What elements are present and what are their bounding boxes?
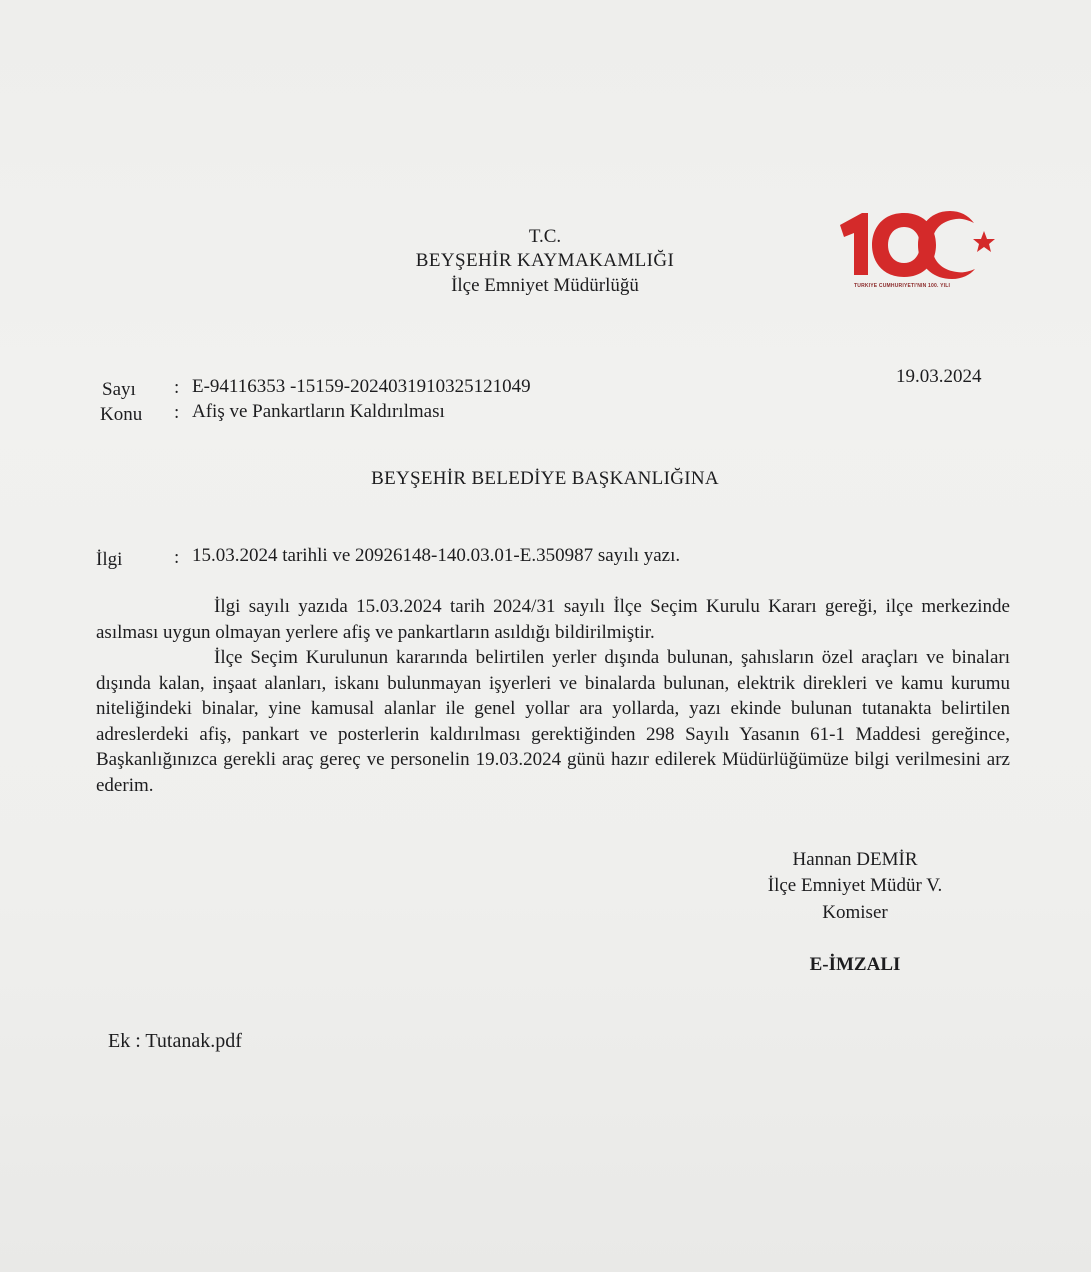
- header-authority: BEYŞEHİR KAYMAKAMLIĞI: [415, 250, 675, 271]
- konu-colon: :: [174, 402, 180, 423]
- header-department: İlçe Emniyet Müdürlüğü: [451, 275, 639, 296]
- signer-name: Hannan DEMİR: [792, 849, 918, 870]
- header-tc: T.C.: [528, 226, 562, 247]
- e-signature-status: E-İMZALI: [809, 954, 901, 975]
- document-date: 19.03.2024: [896, 366, 982, 387]
- logo-caption: TÜRKİYE CUMHURİYETİ'NİN 100. YILI: [854, 283, 951, 289]
- ilgi-colon: :: [174, 547, 180, 568]
- sayi-colon: :: [174, 377, 180, 398]
- body-paragraph-1: İlgi sayılı yazıda 15.03.2024 tarih 2024/31 sayılı İlçe Seçim Kurulu Kararı gereği, ilçe merkezinde asılması uygun olmayan yerlere afiş ve pankartların asıldığı bildirilmiştir.: [96, 596, 1010, 643]
- recipient-heading: BEYŞEHİR BELEDİYE BAŞKANLIĞINA: [371, 468, 719, 489]
- signer-rank: Komiser: [822, 902, 888, 923]
- konu-value: Afiş ve Pankartların Kaldırılması: [192, 401, 445, 422]
- ilgi-label: İlgi: [96, 549, 123, 570]
- body-paragraph-2: İlçe Seçim Kurulunun kararında belirtilen yerler dışında bulunan, şahısların özel araçları ve binaları dışında kalan, inşaat alanları, iskanı bulunmayan işyerleri ve binalarda bulunan, elektrik direkleri ve kamu kurumu niteliğindeki binalar, yine kamusal alanlar ile genel yollar ara yollarda, yazı ekinde bulunan tutanakta belirtilen adreslerdeki afiş, pankart ve posterlerin kaldırılması gerektiğinden 298 Sayılı Yasanın 61-1 Maddesi gereğince, Başkanlığınızca gerekli araç gereç ve personelin 19.03.2024 günü hazır edilerek Müdürlüğümüze bilgi verilmesini arz ederim.: [96, 647, 1010, 796]
- attachment-label: Ek : Tutanak.pdf: [108, 1030, 242, 1052]
- signer-title: İlçe Emniyet Müdür V.: [767, 875, 943, 896]
- letter-body: [96, 594, 1010, 798]
- ilgi-value: 15.03.2024 tarihli ve 20926148-140.03.01-E.350987 sayılı yazı.: [192, 545, 681, 566]
- sayi-value: E-94116353 -15159-20240319103251​21049: [192, 376, 531, 397]
- konu-label: Konu: [100, 404, 143, 425]
- sayi-label: Sayı: [102, 379, 136, 400]
